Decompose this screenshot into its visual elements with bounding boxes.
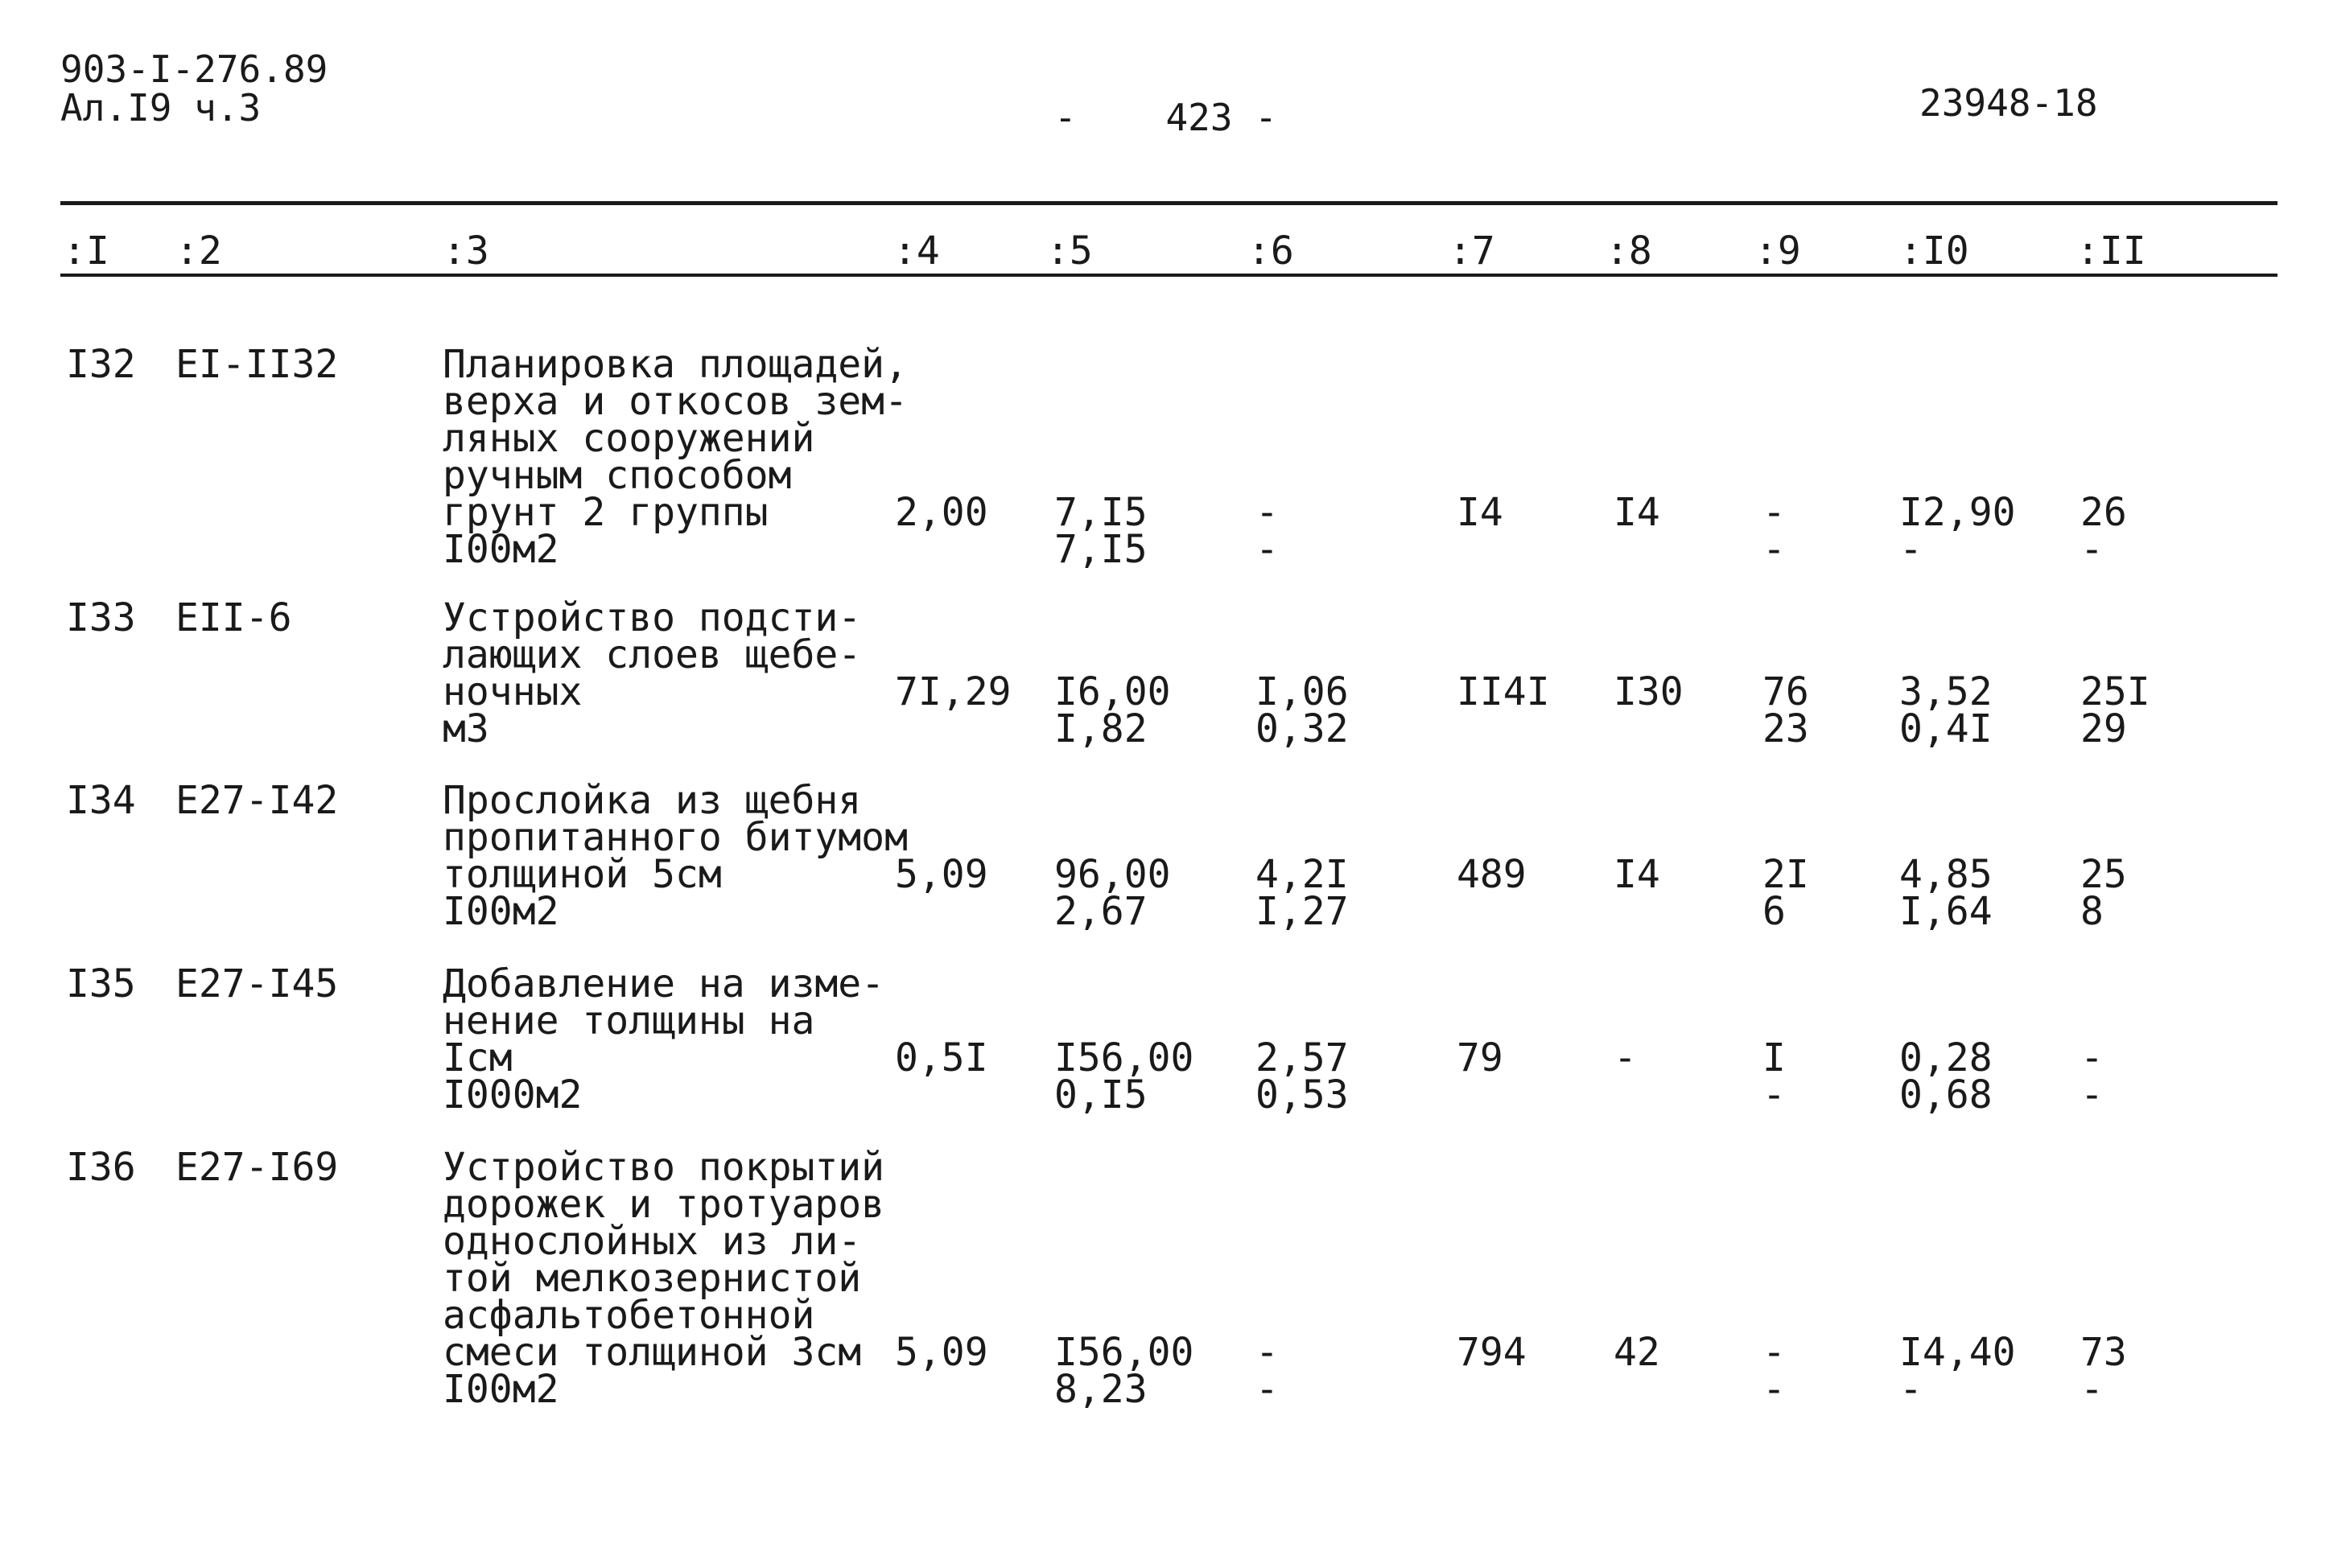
- column-header-9: :9: [1754, 228, 1801, 274]
- work-description-line: пропитанного битумом: [443, 815, 908, 860]
- machine-cost-cell: [1762, 852, 1809, 934]
- unit-cost-line: I,82: [1054, 706, 1148, 751]
- work-description-line: Устройство покрытий: [443, 1145, 885, 1190]
- labor-hours-line: -: [1899, 1367, 1923, 1412]
- labor-hours-line: 0,4I: [1899, 706, 1993, 751]
- machine-cost-cell: [1762, 669, 1809, 751]
- norm-code-cell: E27-I69: [175, 1145, 339, 1190]
- norm-code-cell: E27-I45: [175, 961, 339, 1006]
- page-number: - 423 -: [1054, 96, 1277, 139]
- total-cost-line: I4: [1457, 490, 1503, 535]
- machine-cost-line: -: [1762, 527, 1786, 572]
- labor-total-line: -: [2080, 527, 2104, 572]
- labor-hours-line: I4,40: [1899, 1330, 2016, 1375]
- norm-code-cell: EII-6: [175, 595, 292, 640]
- work-description-cell: [443, 961, 885, 1117]
- operating-cost-cell: [1255, 669, 1349, 751]
- quantity-line: 2,00: [895, 490, 988, 535]
- unit-cost-cell: [1054, 490, 1148, 572]
- machine-cost-line: -: [1762, 1072, 1786, 1117]
- labor-hours-line: 0,68: [1899, 1072, 1993, 1117]
- column-header-1: :I: [63, 228, 109, 274]
- machine-cost-line: -: [1762, 1330, 1786, 1375]
- labor-hours-line: 4,85: [1899, 852, 1993, 897]
- labor-total-line: -: [2080, 1072, 2104, 1117]
- total-cost-cell: [1457, 669, 1550, 714]
- unit-cost-cell: [1054, 1330, 1194, 1412]
- wage-total-line: I4: [1614, 852, 1660, 897]
- labor-total-line: -: [2080, 1035, 2104, 1080]
- table-header-rule: [60, 274, 2277, 277]
- work-description-line: нение толщины на: [443, 998, 815, 1043]
- work-description-line: однослойных из ли-: [443, 1219, 862, 1264]
- operating-cost-cell: [1255, 490, 1279, 572]
- work-description-line: I000м2: [443, 1072, 583, 1117]
- operating-cost-line: -: [1255, 1330, 1279, 1375]
- unit-cost-line: 7,I5: [1054, 527, 1148, 572]
- operating-cost-line: I,06: [1255, 669, 1349, 714]
- archive-number: 23948-18: [1919, 81, 2098, 125]
- column-header-11: :II: [2076, 228, 2146, 274]
- machine-cost-line: -: [1762, 1367, 1786, 1412]
- quantity-cell: [895, 669, 1012, 714]
- operating-cost-line: I,27: [1255, 889, 1349, 934]
- labor-hours-line: I,64: [1899, 889, 1993, 934]
- operating-cost-line: -: [1255, 490, 1279, 535]
- total-cost-line: II4I: [1457, 669, 1550, 714]
- work-description-line: той мелкозернистой: [443, 1256, 862, 1301]
- work-description-cell: [443, 595, 862, 751]
- row-number-cell: I33: [66, 595, 136, 640]
- operating-cost-cell: [1255, 852, 1349, 934]
- wage-total-cell: [1614, 1035, 1637, 1080]
- work-description-line: толщиной 5см: [443, 852, 722, 897]
- operating-cost-cell: [1255, 1035, 1349, 1117]
- unit-cost-line: 7,I5: [1054, 490, 1148, 535]
- work-description-line: дорожек и тротуаров: [443, 1182, 885, 1227]
- labor-total-cell: [2080, 669, 2150, 751]
- wage-total-cell: [1614, 669, 1684, 714]
- work-description-line: Планировка площадей,: [443, 342, 908, 387]
- machine-cost-cell: [1762, 1035, 1786, 1117]
- work-description-cell: [443, 778, 908, 934]
- work-description-line: Устройство подсти-: [443, 595, 862, 640]
- labor-hours-cell: [1899, 1035, 1993, 1117]
- work-description-line: Добавление на изме-: [443, 961, 885, 1006]
- row-number-cell: I35: [66, 961, 136, 1006]
- machine-cost-line: 6: [1762, 889, 1786, 934]
- sheet-reference: Ал.I9 ч.3: [60, 86, 262, 130]
- work-description-cell: [443, 1145, 885, 1412]
- row-number-cell: I32: [66, 342, 136, 387]
- total-cost-cell: [1457, 1330, 1527, 1375]
- work-description-line: ляных сооружений: [443, 416, 815, 461]
- column-header-3: :3: [443, 228, 489, 274]
- labor-total-cell: [2080, 1330, 2127, 1412]
- quantity-cell: [895, 852, 988, 897]
- machine-cost-line: 2I: [1762, 852, 1809, 897]
- work-description-cell: [443, 342, 908, 572]
- unit-cost-line: 0,I5: [1054, 1072, 1148, 1117]
- wage-total-cell: [1614, 1330, 1660, 1375]
- norm-code-cell: EI-II32: [175, 342, 339, 387]
- machine-cost-cell: [1762, 490, 1786, 572]
- labor-total-line: -: [2080, 1367, 2104, 1412]
- column-header-7: :7: [1449, 228, 1495, 274]
- row-number-cell: I36: [66, 1145, 136, 1190]
- unit-cost-line: I6,00: [1054, 669, 1171, 714]
- row-number-cell: I34: [66, 778, 136, 823]
- operating-cost-line: 0,32: [1255, 706, 1349, 751]
- total-cost-line: 489: [1457, 852, 1527, 897]
- quantity-cell: [895, 490, 988, 535]
- labor-hours-cell: [1899, 1330, 2016, 1412]
- operating-cost-cell: [1255, 1330, 1279, 1412]
- work-description-line: ручным способом: [443, 453, 792, 498]
- labor-total-line: 29: [2080, 706, 2127, 751]
- work-description-line: асфальтобетонной: [443, 1293, 815, 1338]
- operating-cost-line: 4,2I: [1255, 852, 1349, 897]
- column-header-10: :I0: [1899, 228, 1969, 274]
- wage-total-line: 42: [1614, 1330, 1660, 1375]
- unit-cost-cell: [1054, 669, 1171, 751]
- machine-cost-cell: [1762, 1330, 1786, 1412]
- work-description-line: смеси толщиной 3см: [443, 1330, 862, 1375]
- work-description-line: I00м2: [443, 1367, 559, 1412]
- total-cost-cell: [1457, 1035, 1503, 1080]
- machine-cost-line: 76: [1762, 669, 1809, 714]
- wage-total-line: I4: [1614, 490, 1660, 535]
- work-description-line: I00м2: [443, 527, 559, 572]
- total-cost-line: 794: [1457, 1330, 1527, 1375]
- column-header-4: :4: [893, 228, 940, 274]
- labor-total-line: 25: [2080, 852, 2127, 897]
- total-cost-cell: [1457, 852, 1527, 897]
- table-top-rule: [60, 201, 2277, 205]
- quantity-line: 0,5I: [895, 1035, 988, 1080]
- unit-cost-cell: [1054, 1035, 1194, 1117]
- labor-hours-line: 0,28: [1899, 1035, 1993, 1080]
- quantity-line: 5,09: [895, 1330, 988, 1375]
- labor-total-cell: [2080, 490, 2127, 572]
- unit-cost-line: I56,00: [1054, 1035, 1194, 1080]
- work-description-line: грунт 2 группы: [443, 490, 769, 535]
- wage-total-cell: [1614, 490, 1660, 535]
- norm-code-cell: E27-I42: [175, 778, 339, 823]
- quantity-cell: [895, 1035, 988, 1080]
- quantity-cell: [895, 1330, 988, 1375]
- machine-cost-line: I: [1762, 1035, 1786, 1080]
- column-header-5: :5: [1046, 228, 1093, 274]
- labor-hours-cell: [1899, 852, 1993, 934]
- quantity-line: 5,09: [895, 852, 988, 897]
- unit-cost-line: 96,00: [1054, 852, 1171, 897]
- work-description-line: ночных: [443, 669, 583, 714]
- labor-total-cell: [2080, 852, 2127, 934]
- labor-total-line: 8: [2080, 889, 2104, 934]
- work-description-line: I00м2: [443, 889, 559, 934]
- wage-total-line: -: [1614, 1035, 1637, 1080]
- labor-hours-line: 3,52: [1899, 669, 1993, 714]
- labor-hours-line: I2,90: [1899, 490, 2016, 535]
- operating-cost-line: -: [1255, 1367, 1279, 1412]
- work-description-line: м3: [443, 706, 489, 751]
- machine-cost-line: -: [1762, 490, 1786, 535]
- work-description-line: лающих слоев щебе-: [443, 632, 862, 677]
- work-description-line: верха и откосов зем-: [443, 379, 908, 424]
- total-cost-cell: [1457, 490, 1503, 535]
- work-description-line: Прослойка из щебня: [443, 778, 862, 823]
- unit-cost-cell: [1054, 852, 1171, 934]
- operating-cost-line: -: [1255, 527, 1279, 572]
- operating-cost-line: 2,57: [1255, 1035, 1349, 1080]
- labor-total-line: 26: [2080, 490, 2127, 535]
- column-header-2: :2: [175, 228, 222, 274]
- labor-total-line: 73: [2080, 1330, 2127, 1375]
- work-description-line: Iсм: [443, 1035, 513, 1080]
- unit-cost-line: 2,67: [1054, 889, 1148, 934]
- unit-cost-line: I56,00: [1054, 1330, 1194, 1375]
- wage-total-line: I30: [1614, 669, 1684, 714]
- quantity-line: 7I,29: [895, 669, 1012, 714]
- labor-hours-cell: [1899, 669, 1993, 751]
- machine-cost-line: 23: [1762, 706, 1809, 751]
- labor-hours-cell: [1899, 490, 2016, 572]
- document-code: 903-I-276.89: [60, 47, 328, 91]
- labor-hours-line: -: [1899, 527, 1923, 572]
- labor-total-cell: [2080, 1035, 2104, 1117]
- unit-cost-line: 8,23: [1054, 1367, 1148, 1412]
- column-header-8: :8: [1606, 228, 1652, 274]
- wage-total-cell: [1614, 852, 1660, 897]
- total-cost-line: 79: [1457, 1035, 1503, 1080]
- labor-total-line: 25I: [2080, 669, 2150, 714]
- column-header-6: :6: [1247, 228, 1294, 274]
- operating-cost-line: 0,53: [1255, 1072, 1349, 1117]
